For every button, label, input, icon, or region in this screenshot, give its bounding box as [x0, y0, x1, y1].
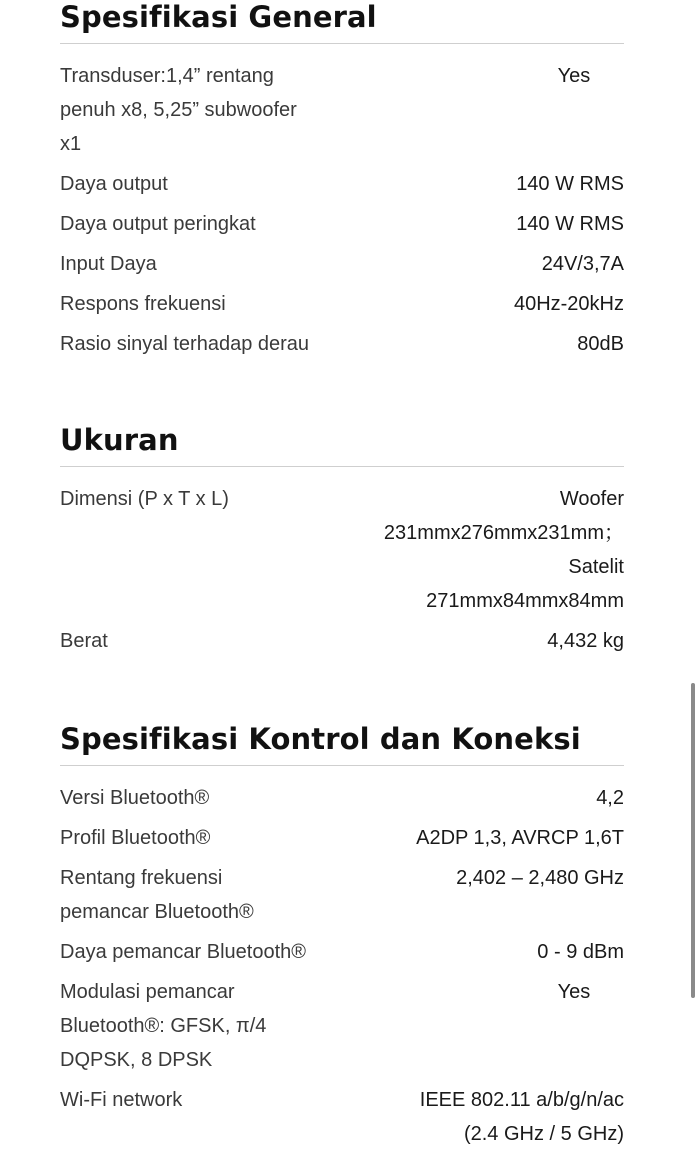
spec-value: 140 W RMS — [516, 213, 624, 235]
spec-label: Dimensi (P x T x L) — [60, 488, 229, 510]
spec-label: Daya output peringkat — [60, 213, 256, 235]
spec-label: Daya pemancar Bluetooth® — [60, 941, 306, 963]
spec-row — [60, 482, 624, 624]
section-general — [60, 0, 624, 367]
spec-row — [60, 624, 624, 664]
spec-row — [60, 975, 624, 1083]
spec-value: A2DP 1,3, AVRCP 1,6T — [416, 827, 624, 849]
spec-label: Profil Bluetooth® — [60, 827, 211, 849]
spec-label: Transduser:1,4” rentang penuh x8, 5,25” subwoofer x1 — [60, 65, 297, 155]
spec-table — [60, 781, 624, 1157]
spec-row — [60, 287, 624, 327]
spec-value: 0 - 9 dBm — [537, 941, 624, 963]
spec-value: 140 W RMS — [516, 173, 624, 195]
spec-value: 80dB — [577, 333, 624, 355]
section-ukuran — [60, 423, 624, 664]
spec-label: Rentang frekuensi pemancar Bluetooth® — [60, 867, 254, 923]
section-title: Spesifikasi Kontrol dan Koneksi — [60, 722, 624, 766]
spec-label: Respons frekuensi — [60, 293, 226, 315]
spec-row — [60, 821, 624, 861]
spec-value: IEEE 802.11 a/b/g/n/ac (2.4 GHz / 5 GHz) — [419, 1089, 624, 1145]
spec-row — [60, 935, 624, 975]
spec-label: Input Daya — [60, 253, 157, 275]
spec-row — [60, 1083, 624, 1157]
spec-value: 4,432 kg — [547, 630, 624, 652]
spec-row — [60, 207, 624, 247]
spec-label: Berat — [60, 630, 108, 652]
spec-label: Modulasi pemancar Bluetooth®: GFSK, π/4 DQPSK, 8 DPSK — [60, 981, 267, 1071]
spec-table — [60, 59, 624, 367]
spec-label: Daya output — [60, 173, 168, 195]
spec-row — [60, 861, 624, 935]
spec-value: 24V/3,7A — [541, 253, 624, 275]
spec-row — [60, 781, 624, 821]
section-title: Ukuran — [60, 423, 624, 467]
scrollbar[interactable] — [691, 683, 695, 998]
spec-row — [60, 167, 624, 207]
section-kontrol-koneksi — [60, 722, 624, 1157]
spec-label: Rasio sinyal terhadap derau — [60, 333, 310, 355]
spec-row — [60, 59, 624, 167]
spec-table — [60, 482, 624, 664]
spec-value: 2,402 – 2,480 GHz — [456, 867, 624, 889]
spec-value: 40Hz-20kHz — [513, 293, 624, 315]
spec-value: Yes — [557, 981, 591, 1003]
section-title: Spesifikasi General — [60, 0, 624, 44]
spec-label: Versi Bluetooth® — [60, 787, 210, 809]
spec-row — [60, 247, 624, 287]
spec-value: Woofer 231mmx276mmx231mm； Satelit 271mmx84mmx84mm — [383, 488, 624, 612]
spec-row — [60, 327, 624, 367]
spec-label: Wi-Fi network — [60, 1089, 183, 1111]
spec-value: 4,2 — [596, 787, 624, 809]
spec-value: Yes — [557, 65, 591, 87]
